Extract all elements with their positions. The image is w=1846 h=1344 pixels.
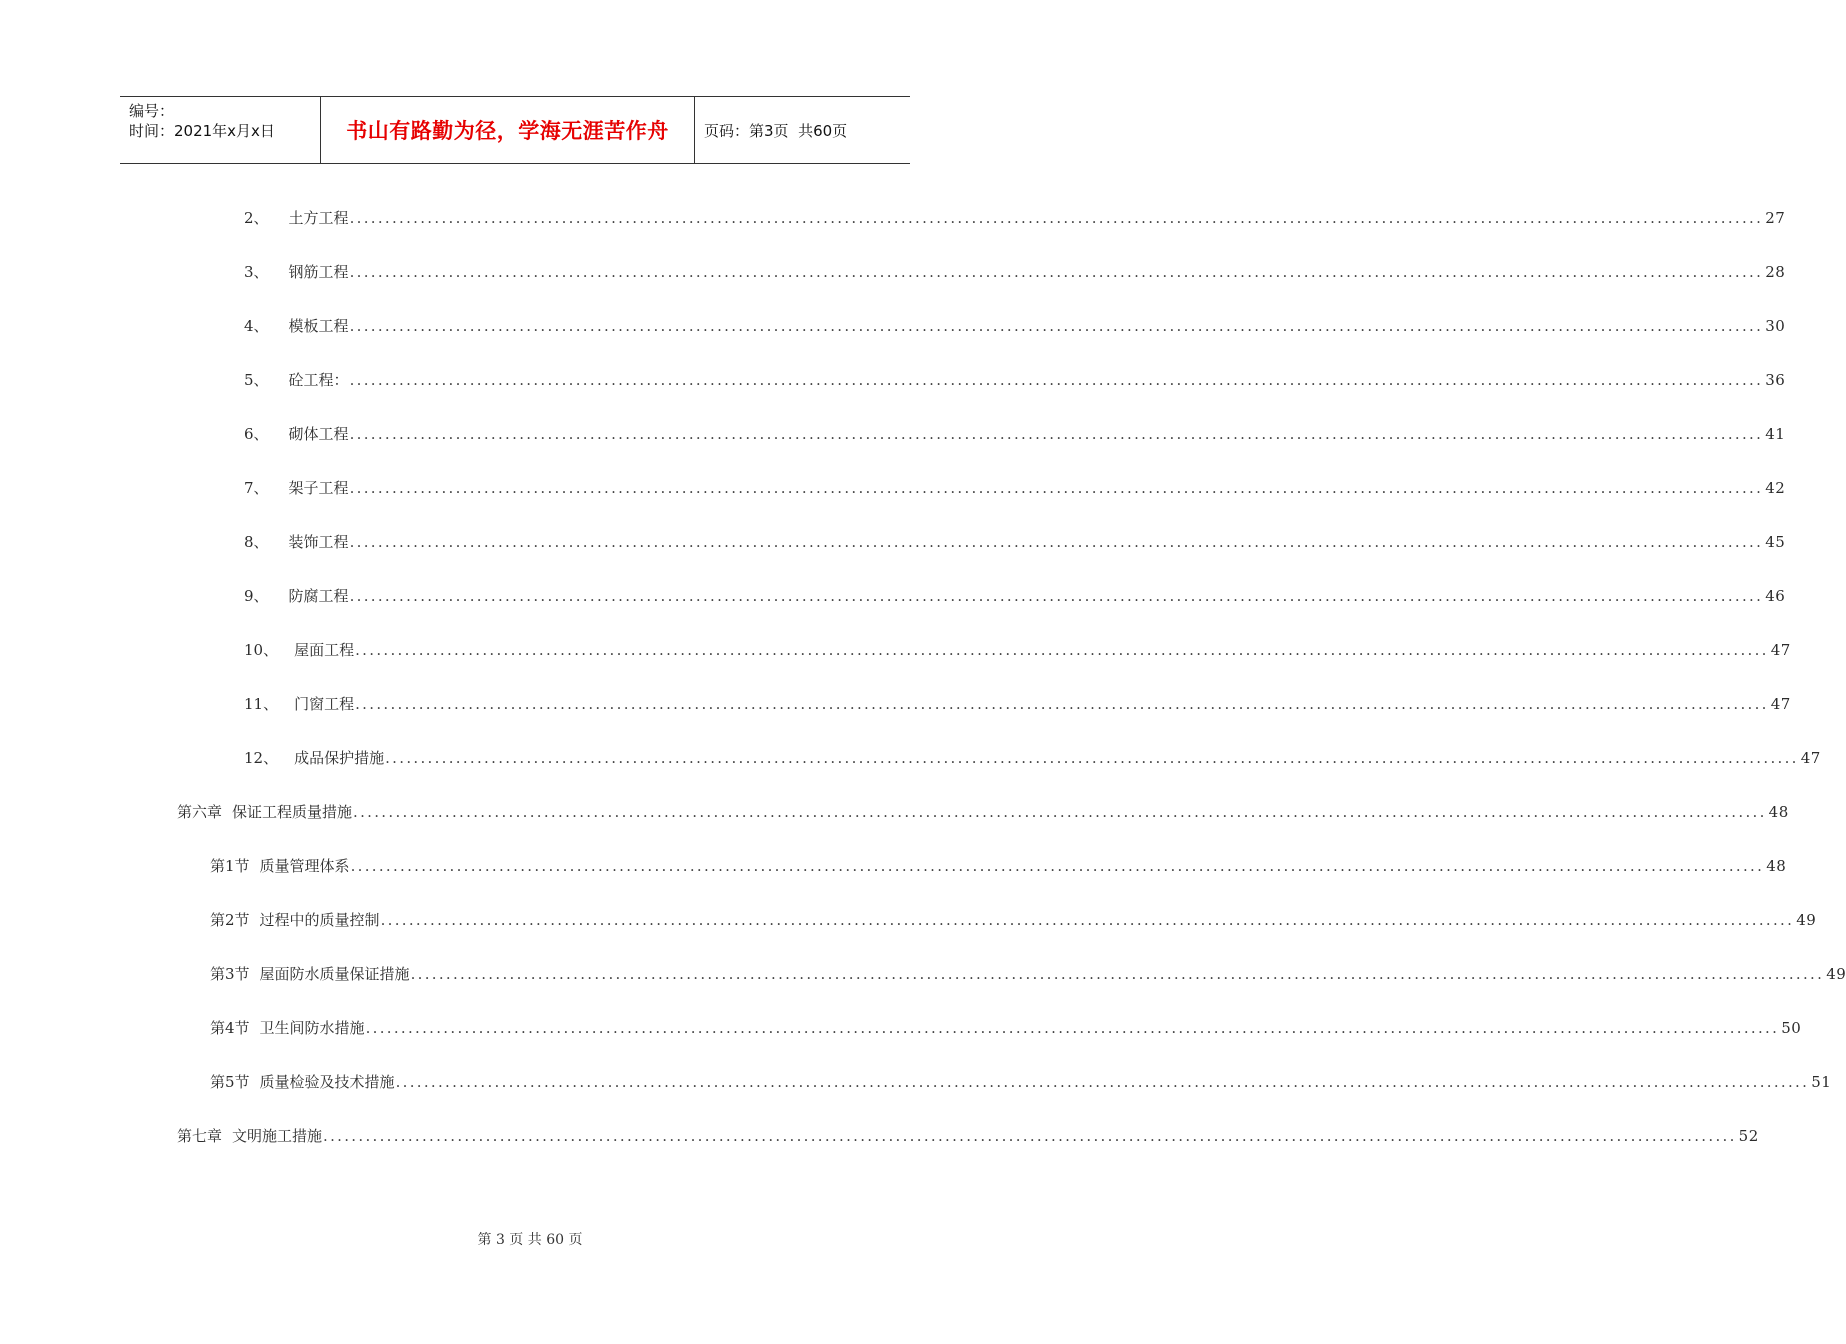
toc-entry-number: 第4节: [210, 1019, 250, 1037]
toc-entry-title: 防腐工程: [288, 587, 349, 605]
toc-entry-page-number: 36: [1765, 371, 1786, 389]
toc-entry-number: 第1节: [210, 857, 250, 875]
toc-entry[interactable]: [244, 315, 1786, 337]
toc-entry-title: 过程中的质量控制: [259, 911, 380, 929]
toc-entry-page-number: 28: [1765, 263, 1786, 281]
page-footer: 第 3 页 共 60 页: [477, 1232, 583, 1248]
toc-entry[interactable]: [244, 747, 1821, 769]
toc-dot-leader: ........................................................................................................................................................................................................: [410, 965, 1825, 983]
toc-entry-title: 屋面工程: [294, 641, 355, 659]
toc-entry-number: 4、: [244, 317, 269, 335]
toc-dot-leader: ........................................................................................................................................................................................................: [349, 425, 1764, 443]
toc-entry[interactable]: [244, 477, 1786, 499]
document-number-label: 编号：: [129, 102, 175, 120]
toc-entry-page-number: 30: [1765, 317, 1786, 335]
toc-entry-number: 7、: [244, 479, 269, 497]
toc-entry-title: 质量管理体系: [259, 857, 350, 875]
toc-dot-leader: ........................................................................................................................................................................................................: [350, 857, 1765, 875]
toc-entry-number: 10、: [244, 641, 279, 659]
toc-entry[interactable]: [244, 639, 1791, 661]
toc-entry-title: 屋面防水质量保证措施: [259, 965, 410, 983]
toc-entry-number: 第3节: [210, 965, 250, 983]
toc-dot-leader: ........................................................................................................................................................................................................: [349, 371, 1764, 389]
toc-dot-leader: ........................................................................................................................................................................................................: [349, 263, 1764, 281]
toc-entry[interactable]: [210, 1017, 1802, 1039]
toc-dot-leader: ........................................................................................................................................................................................................: [349, 209, 1764, 227]
toc-entry-page-number: 42: [1765, 479, 1786, 497]
toc-entry-number: 第2节: [210, 911, 250, 929]
toc-entry[interactable]: [210, 909, 1817, 931]
toc-entry-page-number: 49: [1826, 965, 1846, 983]
toc-entry-number: 11、: [244, 695, 279, 713]
toc-entry[interactable]: [210, 1071, 1832, 1093]
toc-entry[interactable]: [244, 585, 1786, 607]
toc-dot-leader: ........................................................................................................................................................................................................: [349, 317, 1764, 335]
toc-entry[interactable]: [244, 531, 1786, 553]
toc-entry-page-number: 50: [1781, 1019, 1802, 1037]
toc-entry-page-number: 48: [1766, 857, 1787, 875]
toc-entry[interactable]: [244, 261, 1786, 283]
toc-dot-leader: ........................................................................................................................................................................................................: [395, 1073, 1810, 1091]
toc-entry[interactable]: [210, 963, 1846, 985]
toc-entry-page-number: 46: [1765, 587, 1786, 605]
toc-entry[interactable]: [177, 1125, 1759, 1147]
toc-dot-leader: ........................................................................................................................................................................................................: [365, 1019, 1780, 1037]
toc-entry-title: 砌体工程: [288, 425, 349, 443]
toc-entry-title: 架子工程: [288, 479, 349, 497]
toc-entry-title: 成品保护措施: [294, 749, 385, 767]
toc-entry-page-number: 47: [1770, 695, 1791, 713]
toc-entry-number: 12、: [244, 749, 279, 767]
toc-dot-leader: ........................................................................................................................................................................................................: [353, 803, 1767, 821]
toc-entry-page-number: 27: [1765, 209, 1786, 227]
toc-entry-title: 保证工程质量措施: [232, 803, 353, 821]
toc-entry-page-number: 41: [1765, 425, 1786, 443]
toc-entry-number: 第5节: [210, 1073, 250, 1091]
toc-dot-leader: ........................................................................................................................................................................................................: [349, 587, 1764, 605]
toc-entry-number: 第七章: [177, 1127, 223, 1145]
toc-entry-number: 3、: [244, 263, 269, 281]
toc-entry-title: 钢筋工程: [288, 263, 349, 281]
toc-entry-number: 第六章: [177, 803, 223, 821]
toc-entry[interactable]: [210, 855, 1787, 877]
toc-entry-page-number: 51: [1811, 1073, 1832, 1091]
toc-dot-leader: ........................................................................................................................................................................................................: [355, 641, 1769, 659]
toc-entry[interactable]: [177, 801, 1789, 823]
toc-entry-title: 土方工程: [288, 209, 349, 227]
toc-entry[interactable]: [244, 369, 1786, 391]
toc-entry-page-number: 47: [1770, 641, 1791, 659]
toc-entry-number: 6、: [244, 425, 269, 443]
toc-entry-title: 砼工程：: [288, 371, 349, 389]
header-motto: 书山有路勤为径，学海无涯苦作舟: [321, 97, 695, 163]
toc-entry-title: 装饰工程: [288, 533, 349, 551]
toc-entry-title: 模板工程: [288, 317, 349, 335]
toc-dot-leader: ........................................................................................................................................................................................................: [385, 749, 1799, 767]
toc-entry-page-number: 52: [1738, 1127, 1759, 1145]
header-meta-cell: [120, 97, 321, 163]
toc-entry[interactable]: [244, 693, 1791, 715]
toc-entry-title: 质量检验及技术措施: [259, 1073, 395, 1091]
toc-dot-leader: ........................................................................................................................................................................................................: [355, 695, 1769, 713]
toc-entry[interactable]: [244, 423, 1786, 445]
toc-entry-title: 文明施工措施: [232, 1127, 323, 1145]
toc-entry-page-number: 48: [1768, 803, 1789, 821]
toc-entry-number: 8、: [244, 533, 269, 551]
toc-dot-leader: ........................................................................................................................................................................................................: [380, 911, 1795, 929]
toc-dot-leader: ........................................................................................................................................................................................................: [349, 479, 1764, 497]
toc-dot-leader: ........................................................................................................................................................................................................: [323, 1127, 1737, 1145]
toc-dot-leader: ........................................................................................................................................................................................................: [349, 533, 1764, 551]
toc-entry-number: 2、: [244, 209, 269, 227]
page-header-table: [120, 96, 910, 164]
toc-entry-number: 5、: [244, 371, 269, 389]
toc-entry-title: 卫生间防水措施: [259, 1019, 365, 1037]
toc-entry-page-number: 49: [1796, 911, 1817, 929]
toc-entry-page-number: 45: [1765, 533, 1786, 551]
toc-entry-page-number: 47: [1800, 749, 1821, 767]
header-page-info: 页码：第3页 共60页: [704, 121, 848, 140]
toc-entry-number: 9、: [244, 587, 269, 605]
toc-entry-title: 门窗工程: [294, 695, 355, 713]
document-time-label: 时间：2021年x月x日: [129, 122, 275, 140]
toc-entry[interactable]: [244, 207, 1786, 229]
